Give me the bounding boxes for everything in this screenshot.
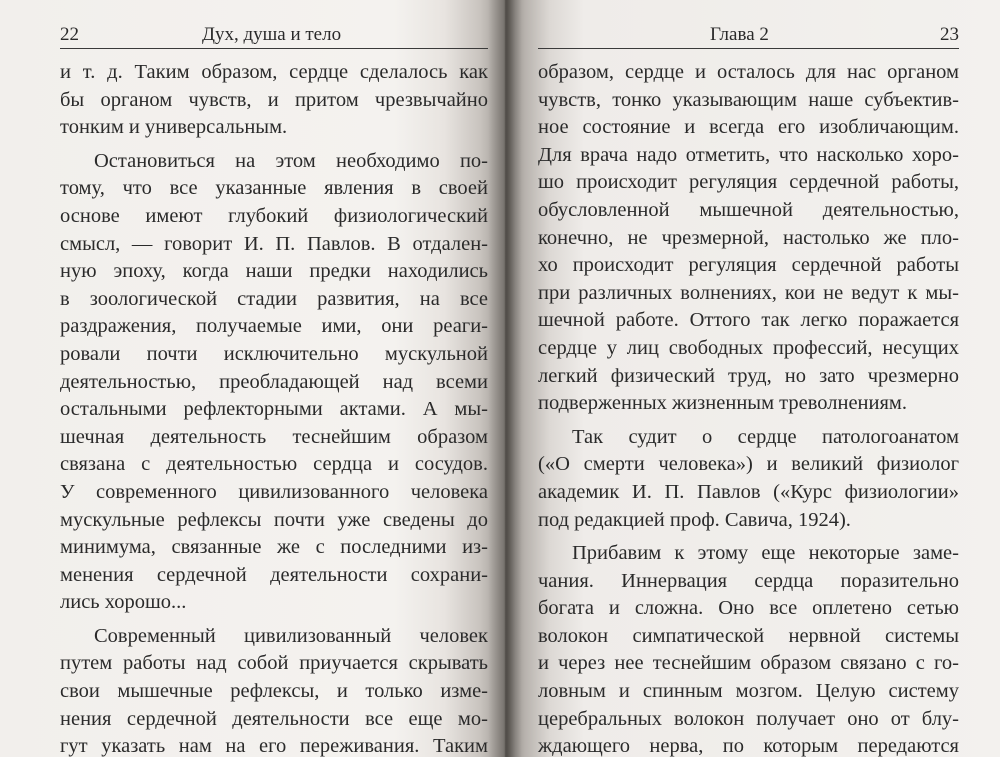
text-line: смысл, — говорит И. П. Павлов. В отдален- <box>60 232 488 255</box>
text-line: конечно, не чрезмерной, настолько же пло- <box>538 226 959 249</box>
text-line: бы органом чувств, и притом чрезвычайно <box>60 88 488 111</box>
text-line: шечная деятельность теснейшим образом <box>60 425 488 448</box>
text-line: менения сердечной деятельности сохрани- <box>60 563 488 586</box>
text-line: и через нее теснейшим образом связано с го- <box>538 652 959 675</box>
text-line: богата и сложна. Оно все оплетено сетью <box>538 597 959 620</box>
text-line: обусловленной мышечной деятельностью, <box>538 198 959 221</box>
text-line: образом, сердце и осталось для нас органом <box>538 61 959 83</box>
running-title-right: Глава 2 <box>710 24 769 45</box>
text-line: шо происходит регуляция сердечной работы, <box>538 171 959 194</box>
text-line: ровали почти исключительно мускульной <box>60 342 488 365</box>
text-line: и т. д. Таким образом, сердце сделалось как <box>60 61 488 83</box>
running-head-right <box>538 18 959 49</box>
text-line: лись хорошо... <box>60 591 187 614</box>
text-line: остальными рефлекторными актами. А мы- <box>60 398 488 421</box>
page-number-left: 22 <box>60 24 79 45</box>
text-line: («О смерти человека») и великий физиолог <box>538 453 959 476</box>
text-line: сердце у лиц свободных профессий, несущих <box>538 336 959 359</box>
text-line: деятельностью, преобладающей над всеми <box>60 370 488 393</box>
text-line: свои мышечные рефлексы, и только измe- <box>60 680 488 703</box>
text-line: мускульные рефлексы почти уже сведены до <box>60 508 488 531</box>
text-line: Остановиться на этом необходимо по- <box>94 149 488 172</box>
text-line: волокон симпатической нервной системы <box>538 624 959 647</box>
page-number-right: 23 <box>940 24 959 45</box>
left-page-text <box>60 59 488 757</box>
text-line: Для врача надо отметить, что насколько хоро- <box>538 143 959 166</box>
running-head-left <box>60 18 488 49</box>
text-line: раздражения, получаемые ими, они реаги- <box>60 315 488 338</box>
text-line: Прибавим к этому еще некоторые заме- <box>572 542 959 565</box>
text-line: ную эпоху, когда наши предки находились <box>60 260 488 283</box>
text-line: под редакцией проф. Савича, 1924). <box>538 508 851 531</box>
text-line: ное состояние и всегда его изобличающим. <box>538 116 959 139</box>
text-line: минимума, связанные же с последними из- <box>60 536 488 559</box>
text-line: хо происходит регуляция сердечной работы <box>538 254 959 277</box>
text-line: тому, что все указанные явления в своей <box>60 177 488 200</box>
right-page-text <box>538 59 959 757</box>
text-line: ловным и спинным мозгом. Целую систему <box>538 680 959 703</box>
text-line: тонким и универсальным. <box>60 116 288 139</box>
text-line: связана с деятельностью сердца и сосудов. <box>60 453 488 476</box>
text-line: церебральных волокон получает оно от блу- <box>538 707 959 730</box>
right-page <box>505 0 1000 757</box>
text-line: в зоологической стадии развития, на все <box>60 287 488 310</box>
text-line: Современный цивилизованный человек <box>94 624 488 647</box>
text-line: основе имеют глубокий физиологический <box>60 204 488 227</box>
text-line: академик И. П. Павлов («Курс физиологии» <box>538 480 959 503</box>
text-line: при различных волнениях, кои не ведут к мы- <box>538 281 959 304</box>
text-line: нения сердечной деятельности все еще мо- <box>60 707 488 730</box>
text-line: чувств, тонко указывающим наше субъектив- <box>538 88 959 111</box>
text-line: шечной работе. Оттого так легко поражается <box>538 309 959 332</box>
text-line: Так судит о сердце патологоанатом <box>572 425 959 448</box>
running-title-left: Дух, душа и тело <box>202 24 342 45</box>
text-line: гут указать нам на его переживания. Таким <box>60 735 488 757</box>
text-line: У современного цивилизованного человека <box>60 480 488 503</box>
text-line: подверженных жизненным треволнениям. <box>538 392 908 415</box>
text-line: путем работы над собой приучается скрывать <box>60 652 488 675</box>
text-line: чания. Иннервация сердца поразительно <box>538 569 959 592</box>
text-line: легкий физический труд, но зато чрезмерно <box>538 364 959 387</box>
text-line: ждающего нерва, по которым передаются <box>538 735 959 757</box>
